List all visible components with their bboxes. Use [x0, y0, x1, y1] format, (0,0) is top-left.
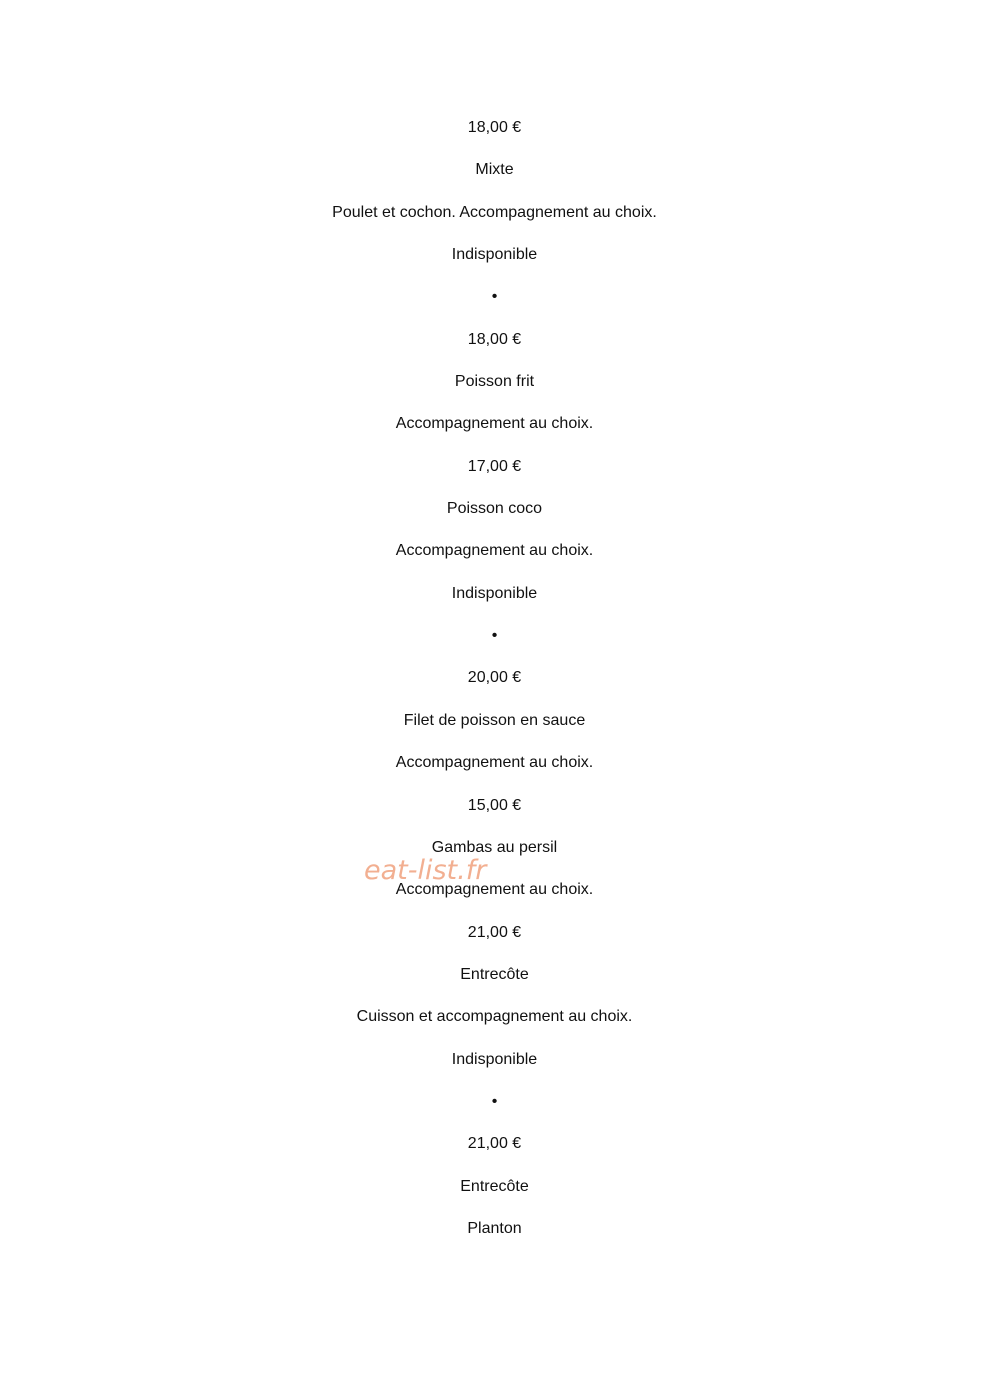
availability-status: Indisponible [451, 584, 538, 602]
price-line: 18,00 € [467, 330, 522, 348]
dish-name: Entrecôte [460, 965, 529, 983]
dish-name: Mixte [475, 161, 514, 179]
dish-description: Cuisson et accompagnement au choix. [356, 1008, 633, 1026]
price-line: 15,00 € [467, 796, 522, 814]
price-line: 17,00 € [467, 457, 522, 475]
bullet-separator: • [491, 627, 498, 645]
dish-description: Accompagnement au choix. [395, 542, 594, 560]
dish-name: Entrecôte [460, 1177, 529, 1195]
dish-description: Poulet et cochon. Accompagnement au choix. [332, 203, 657, 221]
dish-description: Planton [467, 1219, 522, 1237]
menu-list [0, 107, 989, 1250]
watermark-logo: eat-list.fr [364, 855, 487, 886]
dish-description: Accompagnement au choix. [395, 415, 594, 433]
price-line: 21,00 € [467, 923, 522, 941]
availability-status: Indisponible [451, 1050, 538, 1068]
price-line: 18,00 € [467, 119, 522, 136]
availability-status: Indisponible [451, 246, 538, 264]
dish-description: Accompagnement au choix. [395, 754, 594, 772]
dish-name: Poisson frit [454, 373, 535, 391]
bullet-separator: • [491, 1092, 498, 1110]
dish-description: Accompagnement au choix. [395, 881, 594, 899]
dish-name: Poisson coco [446, 500, 543, 518]
bullet-separator: • [491, 288, 498, 306]
price-line: 21,00 € [467, 1135, 522, 1153]
dish-name: Filet de poisson en sauce [403, 711, 586, 729]
price-line: 20,00 € [467, 669, 522, 687]
dish-name: Gambas au persil [431, 838, 558, 856]
